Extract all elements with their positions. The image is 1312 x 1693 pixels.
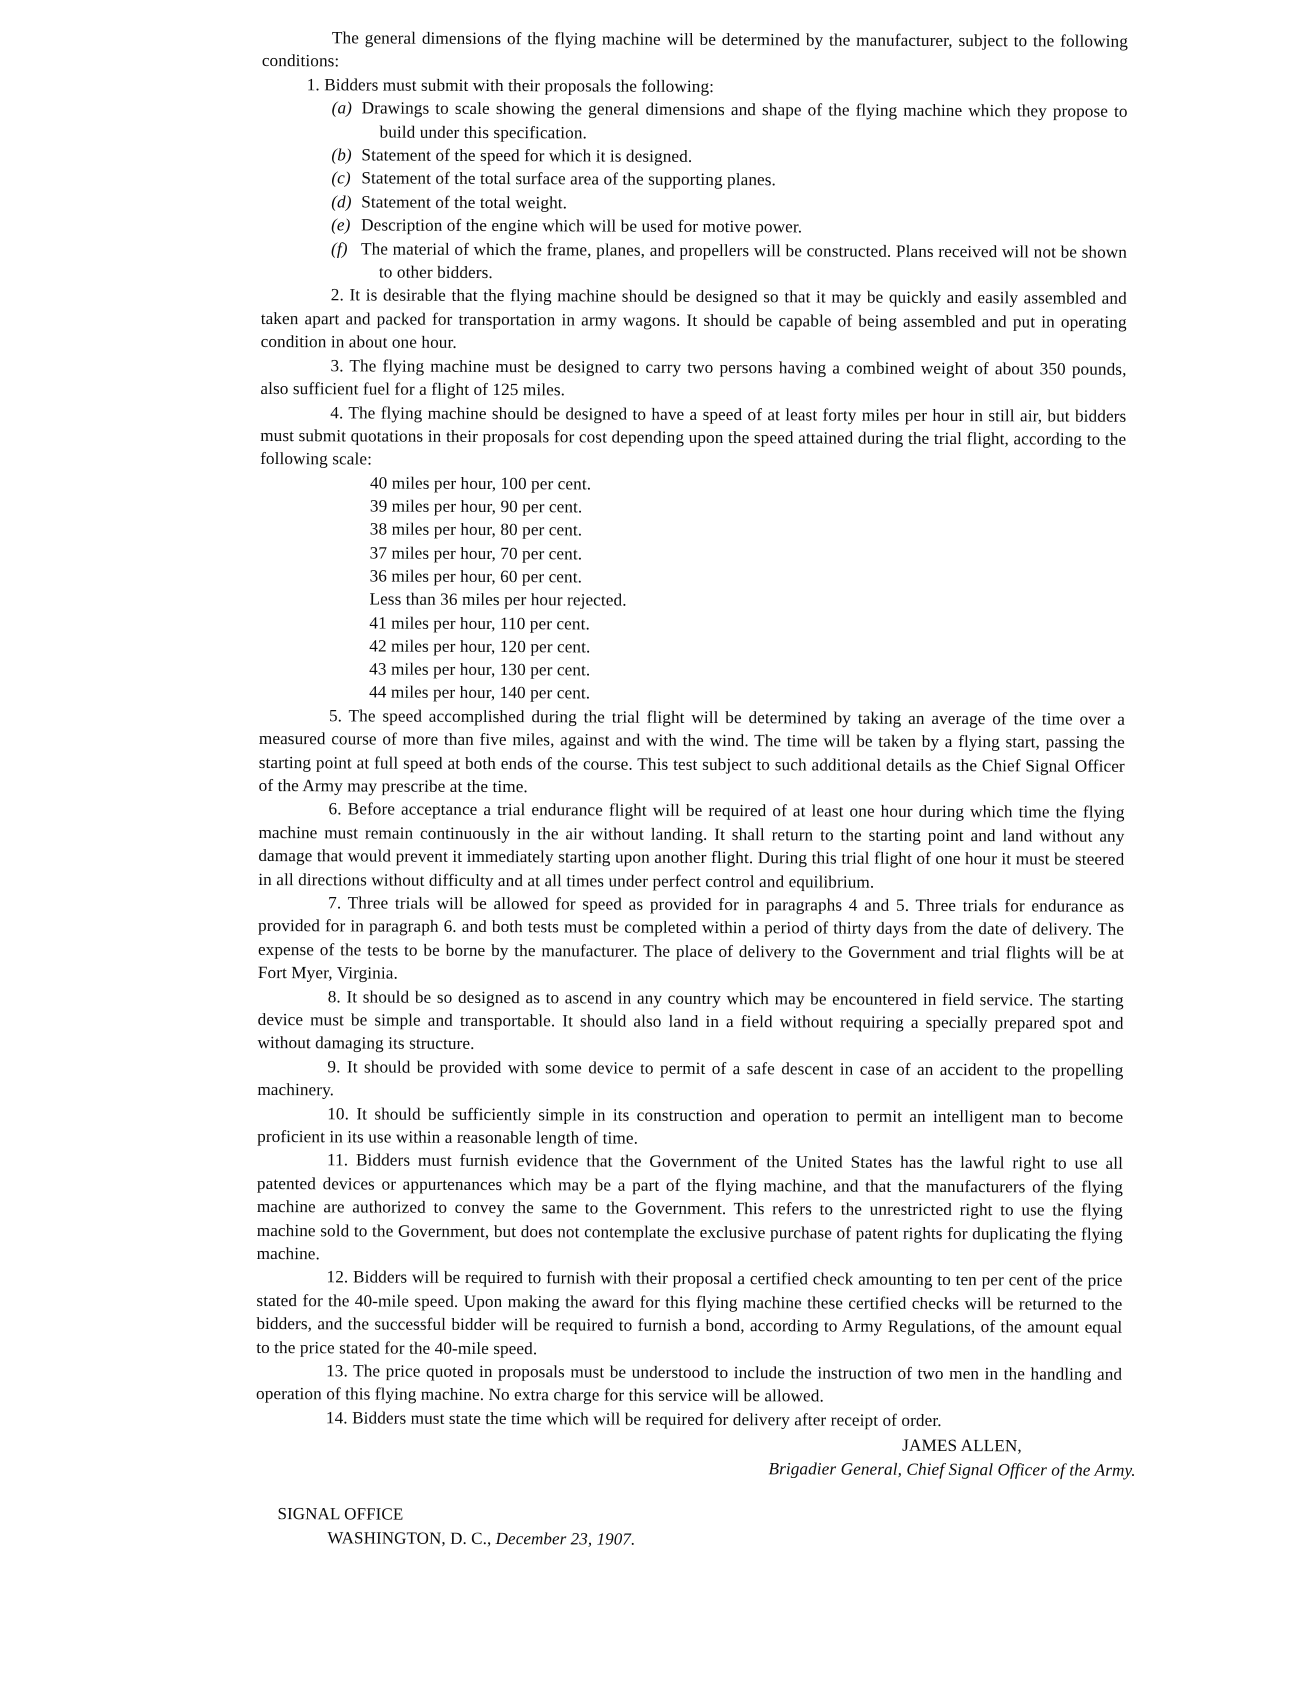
- subitem-b: [331, 143, 1127, 170]
- paragraph-4: 4. The flying machine should be designed to have a speed of at least forty miles per hour in still air, but bidders must submit quotations in their proposals for cost depending upon the speed attained during the trial flight, according to the following scale:: [260, 402, 1127, 469]
- document-page: [255, 26, 1136, 1553]
- speed-scale-row: 42 miles per hour, 120 per cent.: [369, 636, 591, 657]
- paragraph-7: 7. Three trials will be allowed for speed as provided for in paragraphs 4 and 5. Three trials for endurance as provided for in paragraph 6. and both tests must be completed within a period of thirty days from the date of delivery. The expense of the tests to be borne by the manufacturer. The place of delivery to the Government and trial flights will be at Fort Myer, Virginia.: [257, 893, 1125, 983]
- paragraph-12: 12. Bidders will be required to furnish with their proposal a certified check amounting to ten per cent of the price stated for the 40-mile speed. Upon making the award for this flying machine these certified checks will be returned to the bidders, and the successful bidder will be required to furnish a bond, according to Army Regulations, of the amount equal to the price stated for the 40-mile speed.: [256, 1267, 1123, 1358]
- paragraph-2: 2. It is desirable that the flying machine should be designed so that it may be quickly and easily assembled and taken apart and packed for transportation in army wagons. It should be capable of being assembled and put in operating condition in about one hour.: [260, 285, 1127, 353]
- subitem-label: (c): [331, 168, 351, 188]
- paragraph-5: 5. The speed accomplished during the trial flight will be determined by taking an average of the time over a measured course of more than five miles, against and with the wind. The time will be taken by a flying start, passing the starting point at full speed at both ends of the course. This test subject to such additional details as the Chief Signal Officer of the Army may prescribe at the time.: [258, 705, 1126, 797]
- subitem-text: Statement of the speed for which it is designed.: [361, 145, 693, 166]
- subitem-label: (e): [331, 215, 351, 235]
- speed-scale-row: 41 miles per hour, 110 per cent.: [369, 612, 590, 633]
- speed-scale-row: 36 miles per hour, 60 per cent.: [369, 566, 583, 587]
- subitem-text: Statement of the total weight.: [361, 192, 568, 213]
- paragraph-10: 10. It should be sufficiently simple in its construction and operation to permit an intelligent man to become proficient in its use within a reasonable length of time.: [257, 1103, 1124, 1148]
- speed-scale-row: 37 miles per hour, 70 per cent.: [369, 543, 583, 564]
- signature-name: JAMES ALLEN,: [902, 1436, 1022, 1456]
- paragraph-13: 13. The price quoted in proposals must be understood to include the instruction of two men in the handling and operation of this flying machine. No extra charge for this service will be allowed.: [255, 1361, 1123, 1406]
- office-date: December 23, 1907.: [495, 1528, 636, 1549]
- speed-scale-row: 40 miles per hour, 100 per cent.: [369, 473, 592, 494]
- office-name: SIGNAL OFFICE: [277, 1504, 404, 1524]
- subitem-d: [331, 190, 1127, 217]
- paragraph-11: 11. Bidders must furnish evidence that the Government of the United States has the lawful right to use all patented devices or appurtenances which may be a part of the flying machine, and that the manufacturers of the flying machine are authorized to convey the same to the Government. This refers to the unrestricted right to use the flying machine sold to the Government, but does not contemplate the exclusive purchase of patent rights for duplicating the flying machine.: [256, 1150, 1124, 1264]
- speed-scale-list: [369, 471, 1126, 707]
- paragraph-3: 3. The flying machine must be designed to carry two persons having a combined weight of about 350 pounds, also sufficient fuel for a flight of 125 miles.: [260, 355, 1127, 400]
- signature-title: Brigadier General, Chief Signal Officer of the Army.: [768, 1458, 1136, 1480]
- paragraph-1: 1. Bidders must submit with their proposals the following:: [306, 75, 715, 96]
- speed-scale-row: 39 miles per hour, 90 per cent.: [369, 496, 583, 517]
- speed-scale-row: Less than 36 miles per hour rejected.: [369, 589, 627, 610]
- subitem-label: (d): [331, 192, 352, 212]
- subitem-label: (a): [331, 98, 353, 118]
- intro-paragraph: The general dimensions of the flying machine will be determined by the manufacturer, subject to the following conditions:: [261, 28, 1128, 71]
- subitem-text: Drawings to scale showing the general dimensions and shape of the flying machine which they propose to build under this specification.: [361, 98, 1128, 143]
- office-location: WASHINGTON, D. C.,: [327, 1527, 492, 1548]
- subitem-f: [331, 237, 1127, 287]
- paragraph-6: 6. Before acceptance a trial endurance flight will be required of at least one hour during which time the flying machine must remain continuously in the air without landing. It shall return to the starting point and land without any damage that would prevent it immediately starting upon another flight. During this trial flight of one hour it must be steered in all directions without difficulty and at all times under perfect control and equilibrium.: [258, 799, 1125, 892]
- subitem-text: The material of which the frame, planes, and propellers will be constructed. Plans received will not be shown to other bidders.: [360, 239, 1128, 283]
- speed-scale-row: 43 miles per hour, 130 per cent.: [369, 659, 591, 680]
- paragraph-14: 14. Bidders must state the time which will be required for delivery after receipt of order.: [325, 1408, 942, 1430]
- speed-scale-row: 38 miles per hour, 80 per cent.: [369, 519, 583, 540]
- office-block: [277, 1502, 1121, 1552]
- subitem-text: Description of the engine which will be used for motive power.: [361, 215, 803, 237]
- subitem-label: (f): [330, 238, 348, 259]
- speed-scale-row: 44 miles per hour, 140 per cent.: [369, 682, 591, 703]
- paragraph-8: 8. It should be so designed as to ascend in any country which may be encountered in field service. The starting device must be simple and transportable. It should also land in a field without requiring a specially prepared spot and without damaging its structure.: [257, 986, 1124, 1054]
- subitem-c: [331, 167, 1127, 194]
- subitem-label: (b): [331, 145, 352, 165]
- subitem-e: [331, 214, 1127, 241]
- subitem-a: [331, 97, 1127, 147]
- office-location-line: [327, 1526, 1121, 1553]
- subitem-text: Statement of the total surface area of the supporting planes.: [361, 168, 777, 190]
- paragraph-9: 9. It should be provided with some device to permit of a safe descent in case of an accident to the propelling machinery.: [257, 1057, 1124, 1100]
